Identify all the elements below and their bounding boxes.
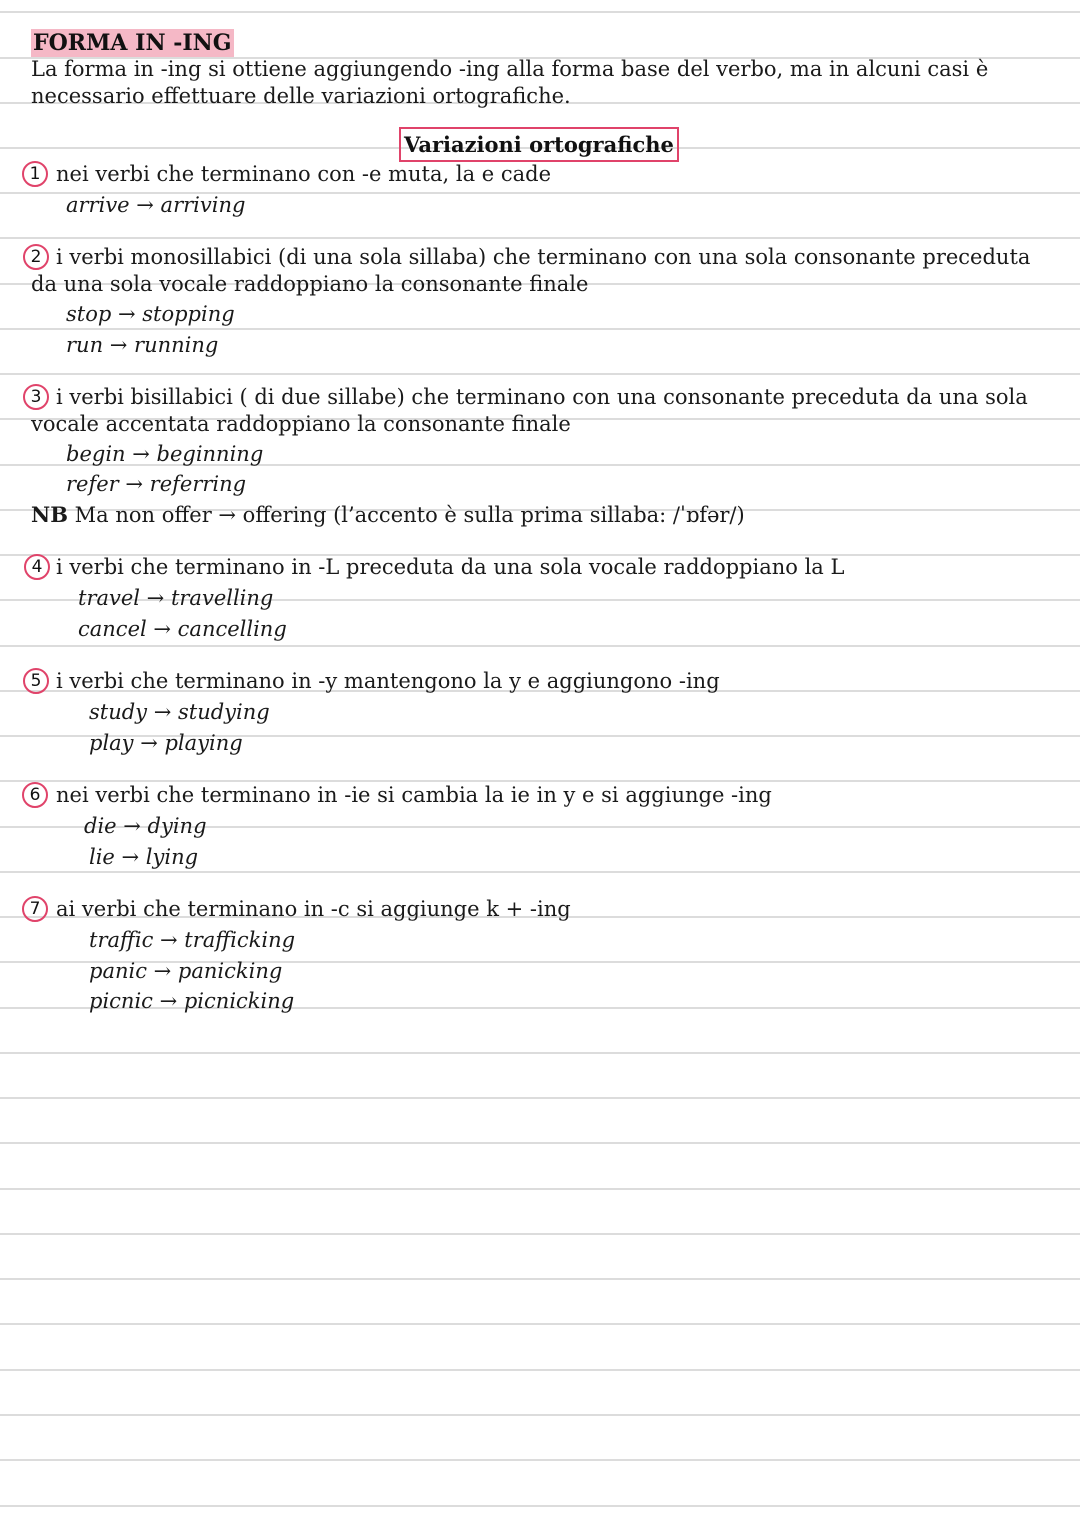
ruled-line <box>0 645 1080 647</box>
example: begin → beginning <box>66 442 264 466</box>
page-title: FORMA IN -ING <box>33 30 232 56</box>
ruled-line <box>0 11 1080 13</box>
ruled-line <box>0 1459 1080 1461</box>
ruled-line <box>0 237 1080 239</box>
ruled-line <box>0 1097 1080 1099</box>
rule-text: nei verbi che terminano con -e muta, la e cade <box>56 162 552 186</box>
rule-text <box>31 244 1051 297</box>
rule-number-badge: 4 <box>24 554 50 580</box>
example: play → playing <box>89 731 243 755</box>
rule-number-badge: 1 <box>22 161 48 187</box>
rule-text: i verbi che terminano in -L preceduta da una sola vocale raddoppiano la L <box>56 555 845 579</box>
example: cancel → cancelling <box>78 617 287 641</box>
ruled-line <box>0 1188 1080 1190</box>
intro-paragraph: La forma in -ing si ottiene aggiungendo -ing alla forma base del verbo, ma in alcuni casi è necessario effettuare delle variazioni ortografiche. <box>31 57 989 108</box>
ruled-line <box>0 1323 1080 1325</box>
ruled-line <box>0 1414 1080 1416</box>
example: arrive → arriving <box>66 193 246 217</box>
rule-text: ai verbi che terminano in -c si aggiunge k + -ing <box>56 897 571 921</box>
rule-text: nei verbi che terminano in -ie si cambia la ie in y e si aggiunge -ing <box>56 783 772 807</box>
ruled-line <box>0 1233 1080 1235</box>
example: travel → travelling <box>78 586 274 610</box>
rule-number-badge: 5 <box>23 668 49 694</box>
example: traffic → trafficking <box>89 928 296 952</box>
nb-note <box>31 500 745 530</box>
ruled-line <box>0 1505 1080 1507</box>
ruled-line <box>0 1052 1080 1054</box>
rule-text <box>31 384 1051 437</box>
ruled-line <box>0 1142 1080 1144</box>
rule-text-content: i verbi bisillabici ( di due sillabe) che terminano con una consonante preceduta da una sola vocale accentata raddoppiano la consonante finale <box>31 385 1028 436</box>
rule-text: i verbi che terminano in -y mantengono la y e aggiungono -ing <box>56 669 720 693</box>
rule-text-content: i verbi monosillabici (di una sola sillaba) che terminano con una sola consonante preceduta da una sola vocale raddoppiano la consonante finale <box>31 245 1031 296</box>
ruled-line <box>0 373 1080 375</box>
rule-number-badge: 2 <box>23 244 49 270</box>
example: study → studying <box>89 700 270 724</box>
ruled-line <box>0 1278 1080 1280</box>
example: lie → lying <box>89 845 199 869</box>
rule-number-badge: 3 <box>23 384 49 410</box>
example: run → running <box>66 333 219 357</box>
example: panic → panicking <box>89 959 283 983</box>
ruled-line <box>0 1369 1080 1371</box>
example: refer → referring <box>66 472 247 496</box>
section-heading: Variazioni ortografiche <box>399 127 679 162</box>
example: stop → stopping <box>66 302 235 326</box>
example: die → dying <box>84 814 207 838</box>
nb-label: NB <box>31 502 68 527</box>
rule-number-badge: 7 <box>22 896 48 922</box>
rule-number-badge: 6 <box>22 782 48 808</box>
example: picnic → picnicking <box>89 989 295 1013</box>
nb-text: Ma non offer → offering (l’accento è sulla prima sillaba: /ˈɒfər/) <box>74 503 745 527</box>
